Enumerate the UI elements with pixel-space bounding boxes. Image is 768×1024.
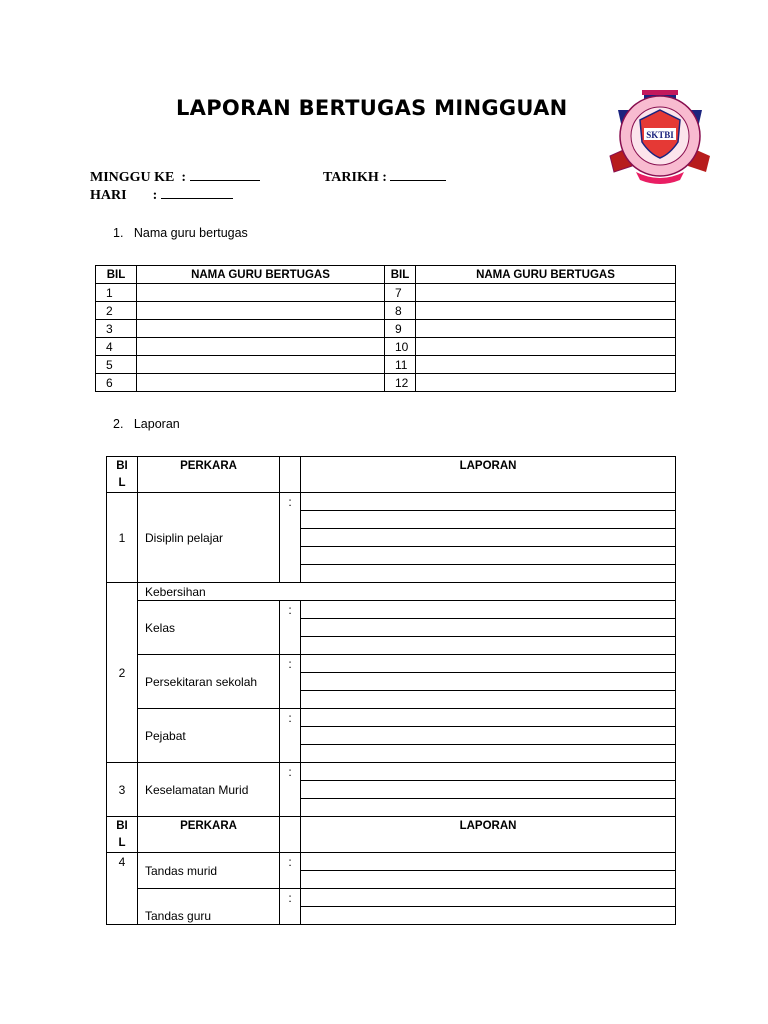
section2-heading xyxy=(113,417,180,431)
row-number: 8 xyxy=(385,302,416,320)
item-colon: : xyxy=(280,655,301,709)
item-number: 2 xyxy=(107,583,138,763)
item-colon: : xyxy=(280,853,301,889)
group-label: Kebersihan xyxy=(138,583,676,601)
section1-heading xyxy=(113,226,248,240)
item-colon: : xyxy=(280,709,301,763)
nama-header: NAMA GURU BERTUGAS xyxy=(416,266,676,284)
report-line[interactable] xyxy=(301,673,676,691)
table-row xyxy=(107,709,676,727)
bil-header: BI L xyxy=(107,457,138,493)
laporan-header: LAPORAN xyxy=(301,817,676,853)
report-line[interactable] xyxy=(301,907,676,925)
sub-item-label: Kelas xyxy=(138,601,280,655)
item-colon: : xyxy=(280,493,301,583)
report-line[interactable] xyxy=(301,781,676,799)
page-title: LAPORAN BERTUGAS MINGGUAN xyxy=(176,96,568,120)
table-row xyxy=(96,302,676,320)
item-label: Disiplin pelajar xyxy=(138,493,280,583)
teacher-name-cell[interactable] xyxy=(416,284,676,302)
report-line[interactable] xyxy=(301,655,676,673)
perkara-header: PERKARA xyxy=(138,817,280,853)
item-number: 1 xyxy=(107,493,138,583)
item-colon: : xyxy=(280,601,301,655)
teacher-name-cell[interactable] xyxy=(137,284,385,302)
table-row xyxy=(107,853,676,871)
table-row xyxy=(107,763,676,781)
sub-item-label: Pejabat xyxy=(138,709,280,763)
teacher-duty-table xyxy=(95,265,676,392)
row-number: 9 xyxy=(385,320,416,338)
row-number: 12 xyxy=(385,374,416,392)
bil-header: BI L xyxy=(107,817,138,853)
tarikh-label: TARIKH : xyxy=(323,170,387,185)
report-line[interactable] xyxy=(301,565,676,583)
table-header-row xyxy=(107,817,676,853)
teacher-name-cell[interactable] xyxy=(137,374,385,392)
bil-header: BIL xyxy=(385,266,416,284)
section1-number: 1. xyxy=(113,226,124,240)
minggu-blank[interactable] xyxy=(190,169,260,181)
report-line[interactable] xyxy=(301,889,676,907)
report-line[interactable] xyxy=(301,529,676,547)
minggu-colon: : xyxy=(181,170,187,185)
table-row xyxy=(107,889,676,907)
report-line[interactable] xyxy=(301,601,676,619)
table-row xyxy=(96,374,676,392)
report-line[interactable] xyxy=(301,691,676,709)
report-table xyxy=(106,456,676,925)
item-colon: : xyxy=(280,763,301,817)
item-colon: : xyxy=(280,889,301,925)
row-number: 5 xyxy=(96,356,137,374)
header-spacer xyxy=(280,457,301,493)
hari-blank[interactable] xyxy=(161,187,233,199)
teacher-name-cell[interactable] xyxy=(416,320,676,338)
table-row xyxy=(96,356,676,374)
teacher-name-cell[interactable] xyxy=(416,302,676,320)
hari-field xyxy=(90,187,233,204)
report-line[interactable] xyxy=(301,619,676,637)
report-line[interactable] xyxy=(301,709,676,727)
sub-item-label: Tandas murid xyxy=(138,853,280,889)
row-number: 11 xyxy=(385,356,416,374)
table-row xyxy=(96,284,676,302)
row-number: 10 xyxy=(385,338,416,356)
report-line[interactable] xyxy=(301,727,676,745)
header-spacer xyxy=(280,817,301,853)
table-header-row xyxy=(96,266,676,284)
tarikh-blank[interactable] xyxy=(390,169,446,181)
teacher-name-cell[interactable] xyxy=(137,338,385,356)
section2-number: 2. xyxy=(113,417,124,431)
teacher-name-cell[interactable] xyxy=(416,374,676,392)
teacher-name-cell[interactable] xyxy=(137,302,385,320)
hari-label: HARI xyxy=(90,188,127,203)
report-line[interactable] xyxy=(301,511,676,529)
report-line[interactable] xyxy=(301,763,676,781)
row-number: 1 xyxy=(96,284,137,302)
table-row xyxy=(96,320,676,338)
table-row xyxy=(107,493,676,511)
sub-item-label: Tandas guru xyxy=(138,889,280,925)
report-line[interactable] xyxy=(301,871,676,889)
hari-colon: : xyxy=(152,188,158,203)
teacher-name-cell[interactable] xyxy=(137,356,385,374)
report-line[interactable] xyxy=(301,853,676,871)
perkara-header: PERKARA xyxy=(138,457,280,493)
section1-title: Nama guru bertugas xyxy=(133,226,248,240)
item-number: 4 xyxy=(107,853,138,925)
school-crest-logo xyxy=(608,86,712,190)
row-number: 2 xyxy=(96,302,137,320)
row-number: 6 xyxy=(96,374,137,392)
table-row xyxy=(107,601,676,619)
laporan-header: LAPORAN xyxy=(301,457,676,493)
item-number: 3 xyxy=(107,763,138,817)
report-line[interactable] xyxy=(301,493,676,511)
table-row xyxy=(96,338,676,356)
crest-label: SKTBI xyxy=(646,130,674,140)
nama-header: NAMA GURU BERTUGAS xyxy=(137,266,385,284)
bil-header: BIL xyxy=(96,266,137,284)
report-line[interactable] xyxy=(301,745,676,763)
teacher-name-cell[interactable] xyxy=(416,356,676,374)
report-line[interactable] xyxy=(301,799,676,817)
row-number: 3 xyxy=(96,320,137,338)
row-number: 7 xyxy=(385,284,416,302)
report-line[interactable] xyxy=(301,637,676,655)
table-row xyxy=(107,655,676,673)
table-header-row xyxy=(107,457,676,493)
section2-title: Laporan xyxy=(133,417,180,431)
minggu-label: MINGGU KE xyxy=(90,170,175,185)
teacher-name-cell[interactable] xyxy=(416,338,676,356)
table-row xyxy=(107,583,676,601)
teacher-name-cell[interactable] xyxy=(137,320,385,338)
tarikh-field xyxy=(323,169,446,186)
sub-item-label: Persekitaran sekolah xyxy=(138,655,280,709)
minggu-field xyxy=(90,169,260,186)
row-number: 4 xyxy=(96,338,137,356)
report-line[interactable] xyxy=(301,547,676,565)
item-label: Keselamatan Murid xyxy=(138,763,280,817)
